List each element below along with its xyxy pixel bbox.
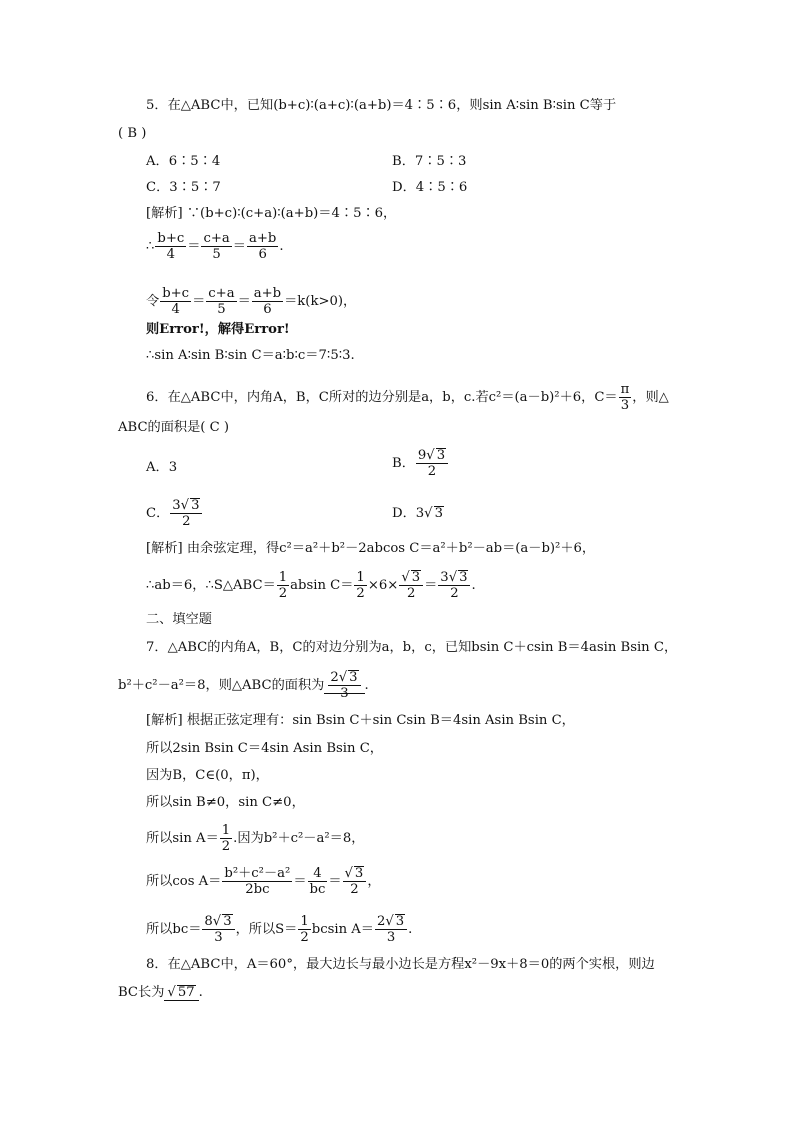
fraction: $\frac{9√ 3}{2}$	[416, 448, 448, 479]
fraction: $\frac{1}{2}$	[221, 823, 231, 854]
fraction: $\frac{√ 3}{2}$	[343, 866, 367, 897]
q5-solution-line1: [解析] ∵(b+c)∶(c+a)∶(a+b)＝4∶5∶6，	[146, 206, 397, 221]
q5-option-b: B．7∶5∶3	[392, 154, 467, 169]
fraction: $\frac{b+c}{4}$	[162, 286, 190, 317]
fraction: $\frac{√ 3}{2}$	[399, 570, 423, 601]
sqrt-symbol: √	[385, 914, 394, 929]
fraction: $\frac{\pi}{3}$	[620, 382, 630, 413]
q6-option-c: C． $\frac{3√ 3}{2}$	[146, 498, 203, 529]
q6-stem-line2: ABC的面积是( C )	[118, 420, 230, 435]
fraction: $\frac{3√ 3}{2}$	[438, 570, 470, 601]
q6-stem-line1: 6．在△ABC中，内角A，B，C所对的边分别是a，b，c.若c²＝(a－b)²＋6，C＝ $\frac{\pi}{3}$ ，则△	[146, 382, 669, 413]
sqrt-symbol: √	[448, 570, 458, 585]
q8-stem-line2: BC长为 √ 57 .	[118, 985, 203, 1000]
fraction: $\frac{b+c}{4}$	[157, 231, 185, 262]
fraction: $\frac{2√ 3}{3}$	[328, 670, 360, 701]
q5-solution-line2: ∴ $\frac{b+c}{4}$ ＝ $\frac{c+a}{5}$ ＝ $\frac{a+b}{6}$ .	[146, 231, 284, 262]
sqrt-symbol: √	[212, 914, 222, 929]
q7-solution-line7: 所以bc＝ $\frac{8√ 3}{3}$ ，所以S＝ $\frac{1}{2}$ bcsin A＝ $\frac{2√ 3}{3}$ .	[146, 914, 413, 945]
fraction: $\frac{c+a}{5}$	[203, 231, 230, 262]
sqrt-symbol: √	[167, 985, 176, 1000]
answer-blank: √ 57	[164, 985, 198, 1001]
sqrt-symbol: √	[344, 866, 353, 881]
fraction: $\frac{a+b}{6}$	[253, 286, 282, 317]
q5-solution-line5: ∴sin A∶sin B∶sin C＝a∶b∶c＝7∶5∶3.	[146, 348, 355, 363]
q7-solution-line3: 因为B，C∈(0，π)，	[146, 768, 269, 783]
q6-option-b: B． $\frac{9√ 3}{2}$	[392, 448, 449, 479]
q5-solution-line4: 则Error!，解得Error!	[146, 322, 290, 337]
q5-option-c: C．3∶5∶7	[146, 180, 221, 195]
sqrt-symbol: √	[338, 670, 348, 685]
q7-stem-line2: b²＋c²－a²＝8，则△ABC的面积为 $\frac{2√ 3}{3}$ .	[118, 670, 369, 701]
q5-option-a: A．6∶5∶4	[146, 154, 221, 169]
fraction: $\frac{a+b}{6}$	[248, 231, 277, 262]
q6-solution-line1: [解析] 由余弦定理，得c²＝a²＋b²－2abcos C＝a²＋b²－ab＝(a－b)²＋6，	[146, 541, 596, 556]
q6-option-d: D．3√ 3	[392, 506, 443, 521]
q7-solution-line2: 所以2sin Bsin C＝4sin Asin Bsin C，	[146, 741, 383, 756]
fraction: $\frac{4}{bc}$	[309, 866, 326, 897]
therefore-symbol: ∴	[146, 239, 155, 254]
q5-stem: 5．在△ABC中，已知(b+c)∶(a+c)∶(a+b)＝4∶5∶6，则sin A∶sin B∶sin C等于	[146, 98, 617, 113]
fraction: $\frac{\text{b²＋c²－a²}}{2bc}$	[224, 866, 291, 897]
fraction: $\frac{1}{2}$	[356, 570, 365, 601]
sqrt-symbol: √	[424, 506, 433, 521]
q5-option-d: D．4∶5∶6	[392, 180, 468, 195]
q6-solution-line2: ∴ab＝6，∴S△ABC＝ $\frac{1}{2}$ absin C＝ $\frac{1}{2}$ ×6× $\frac{√ 3}{2}$ ＝ $\frac{3√ 3}{2}$ .	[146, 570, 476, 601]
fraction: $\frac{1}{2}$	[278, 570, 288, 601]
sqrt-symbol: √	[180, 498, 190, 513]
q6-option-a: A．3	[146, 460, 178, 475]
q7-solution-line6: 所以cos A＝ $\frac{\text{b²＋c²－a²}}{2bc}$ ＝ $\frac{4}{bc}$ ＝ $\frac{√ 3}{2}$ ，	[146, 866, 381, 897]
answer-blank	[324, 670, 364, 701]
q7-solution-line5: 所以sin A＝ $\frac{1}{2}$ .因为b²＋c²－a²＝8，	[146, 823, 365, 854]
section-heading: 二、填空题	[146, 612, 212, 627]
q7-solution-line1: [解析] 根据正弦定理有：sin Bsin C＋sin Csin B＝4sin Asin Bsin C，	[146, 713, 575, 728]
q7-solution-line4: 所以sin B≠0，sin C≠0，	[146, 795, 305, 810]
fraction: $\frac{2√ 3}{3}$	[375, 914, 407, 945]
q5-answer: ( B )	[118, 126, 147, 141]
q8-stem-line1: 8．在△ABC中，A＝60°，最大边长与最小边长是方程x²－9x＋8＝0的两个实根，则边	[146, 957, 655, 972]
fraction: $\frac{c+a}{5}$	[208, 286, 235, 317]
fraction: $\frac{8√ 3}{3}$	[202, 914, 234, 945]
q5-solution-line3: 令 $\frac{b+c}{4}$ ＝ $\frac{c+a}{5}$ ＝ $\frac{a+b}{6}$ ＝k(k>0)，	[146, 286, 357, 317]
fraction: $\frac{3√ 3}{2}$	[170, 498, 202, 529]
sqrt-symbol: √	[401, 570, 410, 585]
fraction: $\frac{1}{2}$	[300, 914, 309, 945]
q7-stem-line1: 7．△ABC的内角A，B，C的对边分别为a，b，c，已知bsin C＋csin B＝4asin Bsin C，	[146, 640, 678, 655]
sqrt-symbol: √	[426, 448, 435, 463]
